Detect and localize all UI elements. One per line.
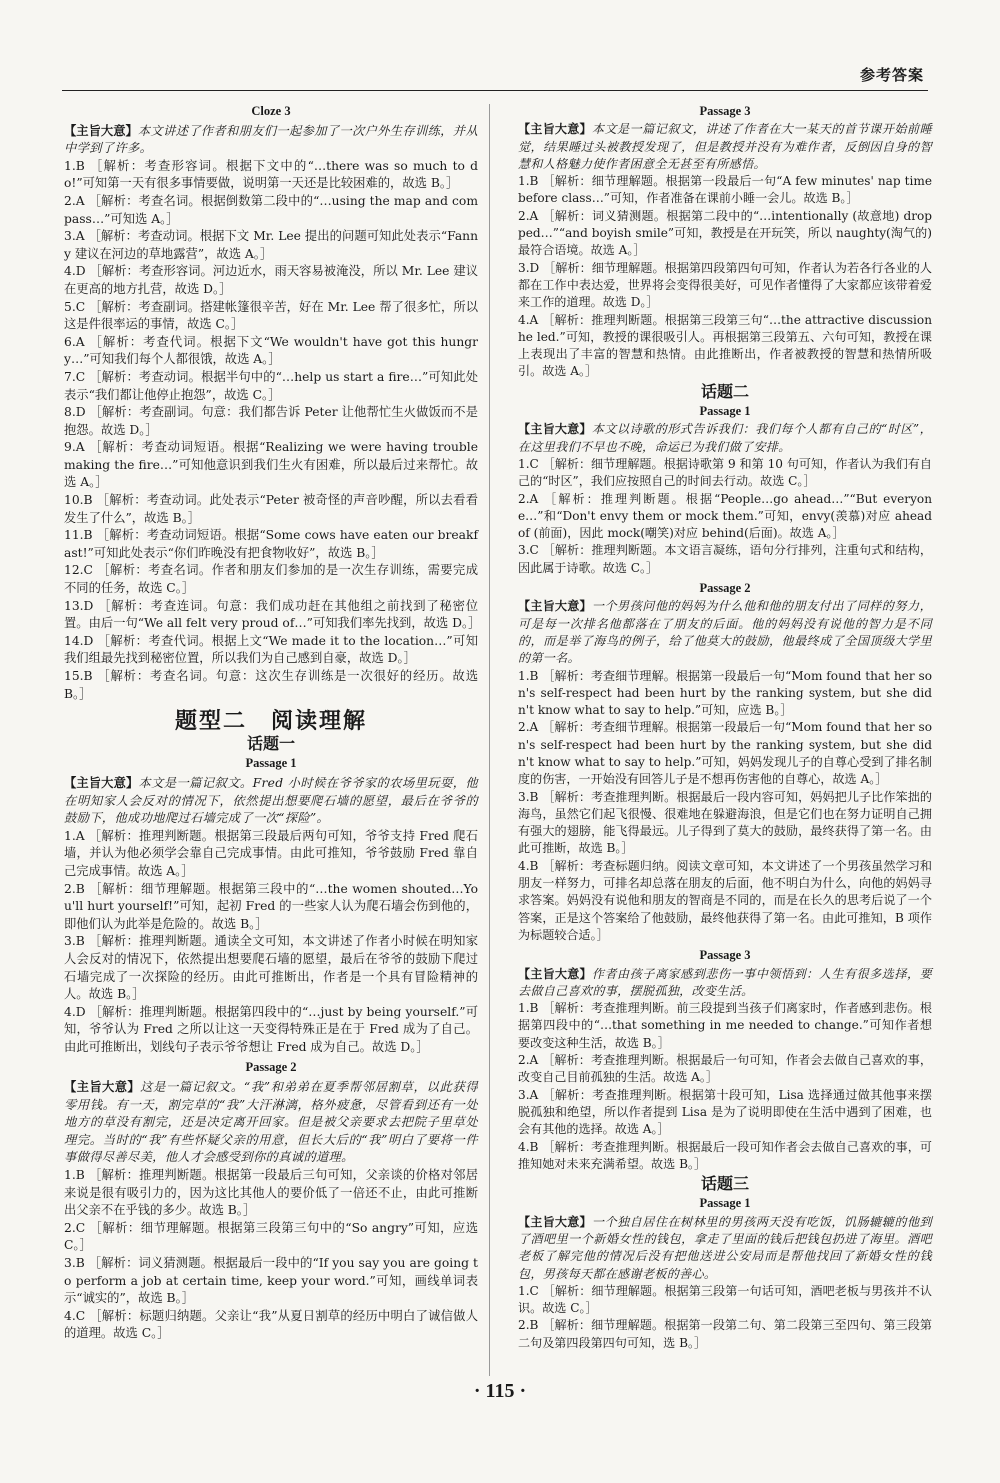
answer-item: 4.A ［解析：推理判断题。根据第三段第三句“…the attractive discussion he led.”可知，教授的课很吸引人。再根据第三段第五、六句可知，教授在课上表现出了丰富的智慧和热情。由此推断出，作者被教授的智慧和热情所吸引。故选 A。］: [518, 312, 932, 379]
answer-item: 3.D ［解析：细节理解题。根据第四段第四句可知，作者认为若各行各业的人都在工作中表达爱，世界将会变得很美好，可见作者懂得了大家都应该带着爱来工作的道理。故选 D。］: [518, 260, 932, 310]
answer-item: 4.D ［解析：考查形容词。河边近水，雨天容易被淹没，所以 Mr. Lee 建议在更高的地方扎营，故选 D。］: [64, 264, 478, 296]
summary-text: 作者由孩子离家感到悲伤一事中领悟到：人生有很多选择，要去做自己喜欢的事，摆脱孤独，改变生活。: [518, 966, 932, 998]
page-number: · 115 ·: [473, 1380, 527, 1402]
summary-text: 这是一篇记叙文。“我”和弟弟在夏季帮邻居割草，以此获得零用钱。有一天，割完草的“我”大汗淋漓，格外疲惫，尽管看到还有一处地方的草没有割完，还是决定离开回家。但是被父亲要求去把院子里草处理完。当时的“我”有些怀疑父亲的用意，但长大后的“我”明白了要将一件事做得尽善尽美，他人才会感受到你的真诚的道理。: [64, 1080, 478, 1165]
column-divider: [489, 104, 490, 1376]
answer-item: 7.C ［解析：考查动词。根据半句中的“…help us start a fire…”可知此处表示“我们都让他停止抱怨”，故选 C。］: [64, 369, 478, 402]
summary-text: 本文讲述了作者和朋友们一起参加了一次户外生存训练，并从中学到了许多。: [64, 123, 478, 156]
answer-item: 15.B ［解析：考查名词。句意：这次生存训练是一次很好的经历。故选 B。］: [64, 669, 478, 701]
answer-item: 3.B ［解析：考查推理判断。根据最后一段内容可知，妈妈把儿子比作笨拙的海鸟，虽然它们起飞很慢、很难地在躲避海浪，但是它们也在努力证明自己拥有强大的翅膀，能飞得最远。儿子得到了莫大的鼓励，最终获得了第一名。由此可推断，故选 B。］: [518, 789, 932, 856]
passage3-summary: [518, 121, 932, 173]
header-title: 参考答案: [859, 66, 924, 84]
answer-item: 13.D ［解析：考查连词。句意：我们成功赶在其他组之前找到了秘密位置。由后一句“We all felt very proud of…”可知我们率先找到，故选 D。］: [64, 598, 481, 631]
summary-text: 一个独自居住在树林里的男孩两天没有吃饭，饥肠辘辘的他到了酒吧里一个新婚女性的钱包，拿走了里面的钱后把钱包扔进了海里。酒吧老板了解完他的情况后没有把他送进公安局而是帮他找回了新婚女性的钱包，男孩每天都在感谢老板的善心。: [518, 1214, 932, 1281]
answer-item: 11.B ［解析：考查动词短语。根据“Some cows have eaten our breakfast!”可知此处表示“你们昨晚没有把食物收好”，故选 B。］: [64, 528, 478, 560]
answer-item: 1.A ［解析：推理判断题。根据第三段最后两句可知，爷爷支持 Fred 爬石墙，并认为他必须学会靠自己完成事情。由此可推知，爷爷鼓励 Fred 靠自己完成事情。故选 A。］: [64, 828, 478, 878]
answer-item: 2.A ［解析：推理判断题。根据“People…go ahead…”“But everyone…”和“Don't envy them or mock them.”可知，envy(羡慕)对应 ahead of (前面)，因此 mock(嘲笑)对应 behind(后面)。故选 A。］: [518, 491, 932, 541]
answer-item: 10.B ［解析：考查动词。此处表示“Peter 被奇怪的声音吵醒，所以去看看发生了什么”，故选 B。］: [64, 493, 478, 525]
answer-item: 4.B ［解析：考查推理判断。根据最后一段可知作者会去做自己喜欢的事，可推知她对未来充满希望。故选 B。］: [518, 1139, 932, 1171]
topic2-title: 话题二: [700, 381, 749, 401]
summary-text: 本文是一篇记叙文，讲述了作者在大一某天的首节课开始前睡觉，结果睡过头被教授发现了，但是教授并没有为难作者，反倒因自身的智慧和人格魅力使作者困意全无甚至有所感悟。: [518, 122, 932, 171]
answer-item: 4.C ［解析：标题归纳题。父亲让“我”从夏日割草的经历中明白了诚信做人的道理。故选 C。］: [64, 1308, 478, 1341]
passage2-title: Passage 2: [245, 1060, 297, 1075]
passage2-answer-list: [64, 1167, 478, 1343]
answer-item: 1.B ［解析：细节理解题。根据第一段最后一句“A few minutes' nap time before class…”可知，作者准备在课前小睡一会儿。故选 B。］: [518, 174, 932, 206]
summary-label: 【主旨大意】: [64, 774, 139, 790]
page-header: [0, 62, 1000, 92]
answer-item: 2.A ［解析：考查细节理解。根据第一段最后一句“Mom found that her son's self-respect had been hurt by the ranking system, but she didn't know what to say to help.”可知，妈妈发现儿子的自尊心受到了排名制度的伤害，一开始没有回答儿子是不想再伤害他的自尊心，故选 A。］: [518, 720, 932, 787]
answer-item: 2.A ［解析：词义猜测题。根据第二段中的“…intentionally (故意地) dropped…”“and boyish smile”可知，教授是在开玩笑，所以 naughty(淘气的)最符合语境。故选 A。］: [518, 208, 932, 258]
topic2-passage1-title: Passage 1: [699, 404, 751, 419]
right-column: [518, 100, 932, 1352]
header-rule: [62, 90, 928, 91]
topic2-passage3-title: Passage 3: [699, 948, 751, 963]
answer-item: 1.B ［解析：考查形容词。根据下文中的“…there was so much to do!”可知第一天有很多事情要做，说明第一天还是比较困难的，故选 B。］: [64, 158, 478, 191]
passage1-title: Passage 1: [245, 756, 297, 771]
topic3-passage1-summary: [518, 1214, 932, 1283]
topic2-passage2-summary: [518, 598, 932, 667]
answer-item: 8.D ［解析：考查副词。句意：我们都告诉 Peter 让他帮忙生火做饭而不是抱怨。故选 D。］: [64, 405, 478, 437]
left-column: [64, 100, 481, 1343]
answer-item: 3.B ［解析：推理判断题。通读全文可知，本文讲述了作者小时候在明知家人会反对的情况下，依然提出想要爬石墙的愿望，最后在爷爷的鼓励下爬过石墙完成了一次探险的经历。由此可推断出，作者是一个具有冒险精神的人。故选 B。］: [64, 934, 478, 1002]
answer-item: 1.C ［解析：细节理解题。根据诗歌第 9 和第 10 句可知，作者认为我们有自己的“时区”，我们应按照自己的时间去行动。故选 C。］: [518, 456, 932, 489]
answer-item: 2.A ［解析：考查推理判断。根据最后一句可知，作者会去做自己喜欢的事，改变自己目前孤独的生活。故选 A。］: [518, 1053, 932, 1085]
answer-item: 3.A ［解析：考查动词。根据下文 Mr. Lee 提出的问题可知此处表示“Fanny 建议在河边的草地露营”，故选 A。］: [64, 229, 478, 261]
answer-item: 2.B ［解析：细节理解题。根据第一段第二句、第二段第三至四句、第三段第二句及第四段第四句可知，选 B。］: [518, 1318, 932, 1350]
topic3-passage1-answer-list: [518, 1283, 932, 1352]
answer-item: 2.C ［解析：细节理解题。根据第三段第三句中的“So angry”可知，应选 C。］: [64, 1220, 478, 1253]
topic2-passage3-summary: [518, 966, 932, 1001]
summary-label: 【主旨大意】: [518, 122, 592, 137]
summary-text: 本文以诗歌的形式告诉我们：我们每个人都有自己的“时区”，在这里我们不早也不晚，命运已为我们做了安排。: [518, 422, 932, 454]
cloze-title: Cloze 3: [251, 104, 291, 118]
summary-label: 【主旨大意】: [518, 422, 592, 437]
passage1-summary: [64, 774, 478, 828]
answer-item: 6.A ［解析：考查代词。根据下文“We wouldn't have got this hungry…”可知我们每个人都很饿，故选 A。］: [64, 334, 478, 367]
passage2-summary: [64, 1078, 478, 1167]
answer-item: 3.B ［解析：词义猜测题。根据最后一段中的“If you say you are going to perform a job at certain time, keep your word.”可知，画线单词表示“诚实的”，故选 B。］: [64, 1256, 478, 1306]
topic3-passage1-title: Passage 1: [699, 1196, 751, 1211]
topic1-title: 话题一: [246, 733, 295, 753]
summary-label: 【主旨大意】: [518, 966, 592, 981]
answer-item: 14.D ［解析：考查代词。根据上文“We made it to the location…”可知我们组最先找到秘密位置，所以我们为自己感到自豪，故选 D。］: [64, 633, 478, 666]
topic2-passage2-title: Passage 2: [699, 581, 751, 596]
answer-item: 1.C ［解析：细节理解题。根据第三段第一句话可知，酒吧老板与男孩并不认识。故选 C。］: [518, 1283, 932, 1316]
cloze-summary: [64, 122, 478, 158]
answer-item: 1.B ［解析：推理判断题。根据第一段最后三句可知，父亲谈的价格对邻居来说是很有吸引力的，因为这比其他人的要价低了一倍还不止，由此可推断出父亲不在乎钱的多少。故选 B。］: [64, 1168, 478, 1218]
summary-label: 【主旨大意】: [518, 1214, 592, 1229]
passage3-title: Passage 3: [699, 104, 751, 118]
summary-label: 【主旨大意】: [518, 599, 592, 614]
topic2-passage1-summary: [518, 421, 932, 456]
summary-label: 【主旨大意】: [64, 1079, 141, 1095]
answer-item: 1.B ［解析：考查推理判断。前三段提到当孩子们离家时，作者感到悲伤。根据第四段中的“…that something in me needed to change.”可知作者想要改变这种生活，故选 B。］: [518, 1001, 932, 1050]
answer-item: 12.C ［解析：考查名词。作者和朋友们参加的是一次生存训练，需要完成不同的任务，故选 C。］: [64, 563, 478, 596]
passage1-answer-list: [64, 828, 478, 1057]
cloze-answer-list: [64, 158, 481, 703]
answer-item: 5.C ［解析：考查副词。搭建帐篷很辛苦，好在 Mr. Lee 帮了很多忙，所以这是件很率运的事情，故选 C。］: [64, 299, 478, 332]
answer-item: 4.D ［解析：推理判断题。根据第四段中的“…just by being yourself.”可知，爷爷认为 Fred 之所以让这一天变得特殊正是在于 Fred 成为了自己。由此可推断出，划线句子表示爷爷想让 Fred 成为自己。故选 D。］: [64, 1004, 478, 1054]
answer-item: 4.B ［解析：考查标题归纳。阅读文章可知，本文讲述了一个男孩虽然学习和朋友一样努力，可排名却总落在朋友的后面，他不明白为什么，向他的妈妈寻求答案。妈妈没有说他和朋友的智商是不同的，而是在长久的思考后说了一个答案，正是这个答案给了他鼓励，最终他获得了第一名。由此可推知，B 项作为标题较合适。］: [518, 858, 932, 942]
answer-item: 2.A ［解析：考查名词。根据倒数第二段中的“…using the map and compass…”可知选 A。］: [64, 193, 478, 226]
summary-text: 本文是一篇记叙文。Fred 小时候在爷爷家的农场里玩耍，他在明知家人会反对的情况下，依然提出想要爬石墙的愿望，最后在爷爷的鼓励下，他成功地爬过石墙完成了一次“探险”。: [64, 775, 478, 826]
answer-item: 2.B ［解析：细节理解题。根据第三段中的“…the women shouted…You'll hurt yourself!”可知，起初 Fred 的一些家人认为爬石墙会伤到他的，即他们认为此举是危险的。故选 B。］: [64, 881, 478, 931]
passage3-answer-list: [518, 173, 932, 381]
topic2-passage2-answer-list: [518, 668, 932, 945]
summary-label: 【主旨大意】: [64, 122, 138, 138]
answer-item: 3.C ［解析：推理判断题。本文语言凝练，语句分行排列，注重句式和结构，因此属于诗歌。故选 C。］: [518, 543, 932, 575]
answer-item: 9.A ［解析：考查动词短语。根据“Realizing we were having trouble making the fire…”可知他意识到我们生火有困难，所以最后过来帮忙。故选 A。］: [64, 440, 478, 490]
summary-text: 一个男孩问他的妈妈为什么他和他的朋友付出了同样的努力，可是每一次排名他都落在了朋友的后面。他的妈妈没有说他的智力是不同的，而是举了海鸟的例子，给了他莫大的鼓励，他最终成了全国顶级大学里的第一名。: [518, 599, 932, 666]
section-title: 题型二 阅读理解: [174, 709, 367, 735]
answer-item: 1.B ［解析：考查细节理解。根据第一段最后一句“Mom found that her son's self-respect had been hurt by the ranking system, but she didn't know what to say to help.”可知，应选 B。］: [518, 668, 932, 718]
answer-item: 3.A ［解析：考查推理判断。根据第十段可知，Lisa 选择通过做其他事来摆脱孤独和绝望，所以作者提到 Lisa 是为了说明即使在生活中遇到了困难，也会有其他的选择。故选 A。］: [518, 1087, 932, 1137]
topic2-passage3-answer-list: [518, 1000, 932, 1173]
topic3-title: 话题三: [700, 1174, 749, 1194]
topic2-passage1-answer-list: [518, 456, 932, 577]
